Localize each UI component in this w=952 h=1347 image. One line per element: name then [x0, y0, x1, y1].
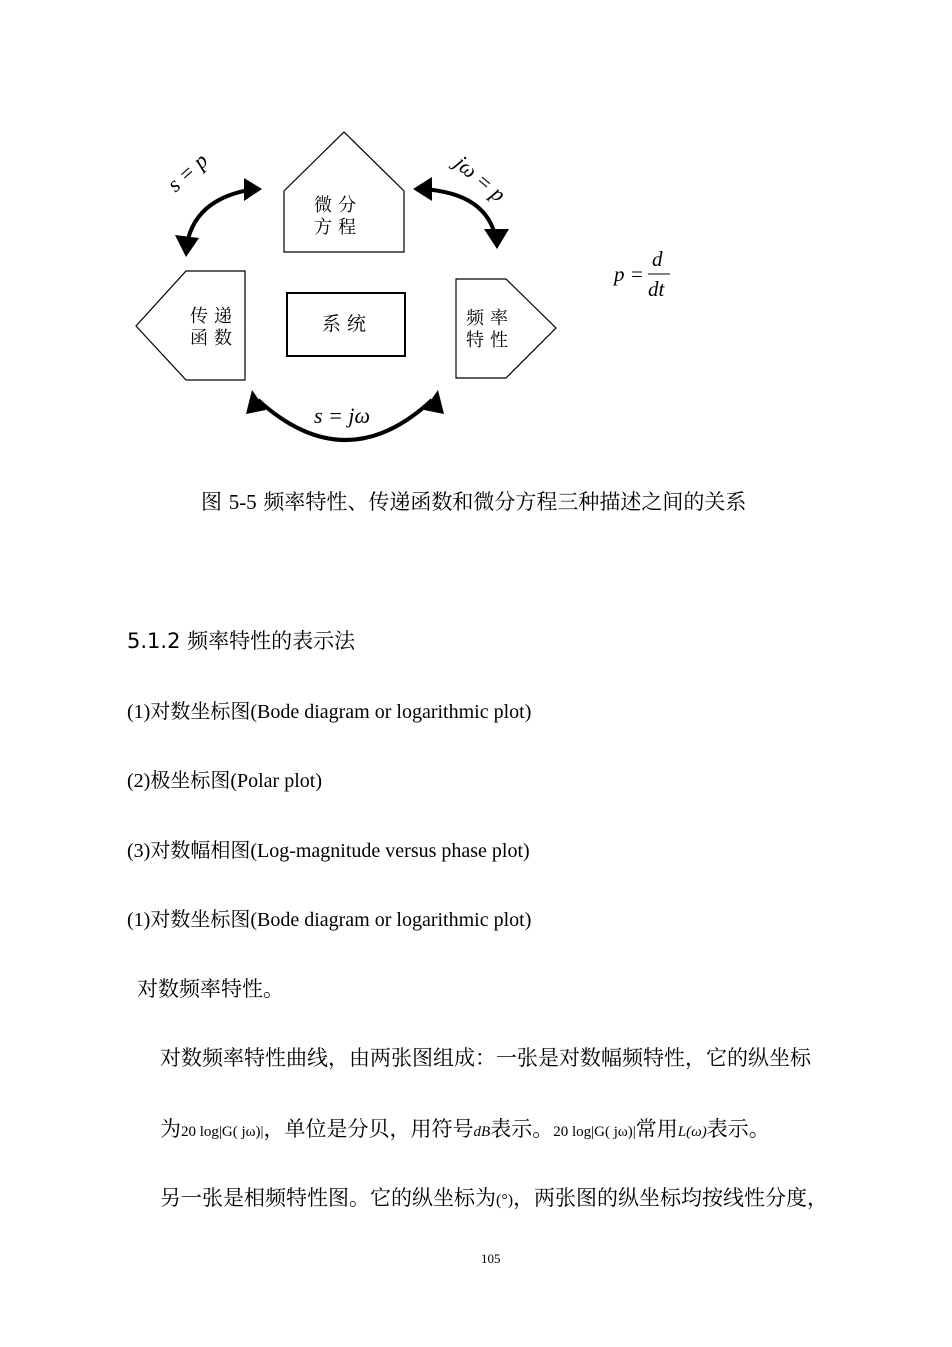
text: 表示。	[490, 1117, 554, 1141]
list-item	[127, 764, 322, 793]
formula-numerator: d	[652, 247, 663, 271]
item-en: (Polar plot)	[230, 770, 322, 792]
list-item	[127, 903, 531, 932]
center-box-label: 系统	[322, 313, 373, 335]
caption-number: 5-5	[228, 490, 257, 514]
text: 常用	[635, 1117, 678, 1141]
formula-denominator: dt	[648, 277, 665, 301]
left-box-line1: 传递	[190, 306, 238, 327]
paragraph-line-2	[160, 1113, 770, 1143]
caption-text: 频率特性、传递函数和微分方程三种描述之间的关系	[263, 490, 747, 514]
right-box-label	[466, 308, 514, 352]
item-en: (Log-magnitude versus phase plot)	[250, 840, 530, 862]
relationship-diagram	[0, 0, 952, 470]
item-en: (Bode diagram or logarithmic plot)	[250, 909, 532, 931]
caption-prefix: 图	[201, 490, 222, 514]
paragraph-line-3	[160, 1182, 828, 1212]
page-number: 105	[481, 1251, 501, 1266]
paragraph-line-1: 对数频率特性曲线，由两张图组成：一张是对数幅频特性，它的纵坐标	[160, 1046, 811, 1070]
item-number: (2)	[127, 770, 151, 792]
arrow-label-right: jω = p	[449, 150, 511, 207]
math-expression: dB	[473, 1124, 491, 1140]
math-expression: 20 log|G( jω)|	[181, 1124, 264, 1140]
item-en: (Bode diagram or logarithmic plot)	[250, 701, 532, 723]
arrow-left-head-top	[244, 178, 262, 201]
math-expression: (°)	[496, 1192, 514, 1209]
arrow-label-bottom: s = jω	[314, 403, 371, 428]
math-expression: 20 log|G( jω)|	[553, 1124, 636, 1140]
item-number: (1)	[127, 909, 151, 931]
section-heading: 5.1.2 频率特性的表示法	[127, 629, 356, 653]
subheading: 对数频率特性。	[137, 977, 284, 1001]
math-expression: L(ω)	[677, 1124, 707, 1140]
top-box-line1: 微分	[314, 195, 362, 216]
list-item	[127, 695, 531, 724]
text: 另一张是相频特性图。它的纵坐标为	[160, 1186, 496, 1210]
item-cn: 对数坐标图	[150, 699, 251, 723]
text: 表示。	[706, 1117, 770, 1141]
left-box-label	[190, 306, 238, 350]
item-number: (1)	[127, 701, 151, 723]
item-cn: 对数幅相图	[150, 838, 251, 862]
list-item	[127, 834, 530, 863]
text: ，单位是分贝，用符号	[263, 1117, 474, 1141]
item-cn: 对数坐标图	[150, 907, 251, 931]
right-box-line1: 频率	[466, 308, 514, 329]
text: 为	[160, 1117, 181, 1141]
item-number: (3)	[127, 840, 151, 862]
arrow-right-head-bottom	[484, 229, 509, 249]
top-box-label	[314, 195, 362, 239]
arrow-right-head-left	[413, 177, 432, 201]
top-box-line2: 方程	[314, 217, 362, 238]
arrow-label-left: s = p	[162, 147, 213, 197]
formula-lhs: p =	[614, 262, 644, 286]
item-cn: 极坐标图	[150, 768, 231, 792]
right-box-line2: 特性	[466, 330, 514, 351]
left-box-line2: 函数	[190, 328, 238, 349]
arrow-left-head-bottom	[175, 235, 199, 257]
text: ，两张图的纵坐标均按线性分度，	[513, 1186, 829, 1210]
figure-caption	[201, 486, 746, 516]
